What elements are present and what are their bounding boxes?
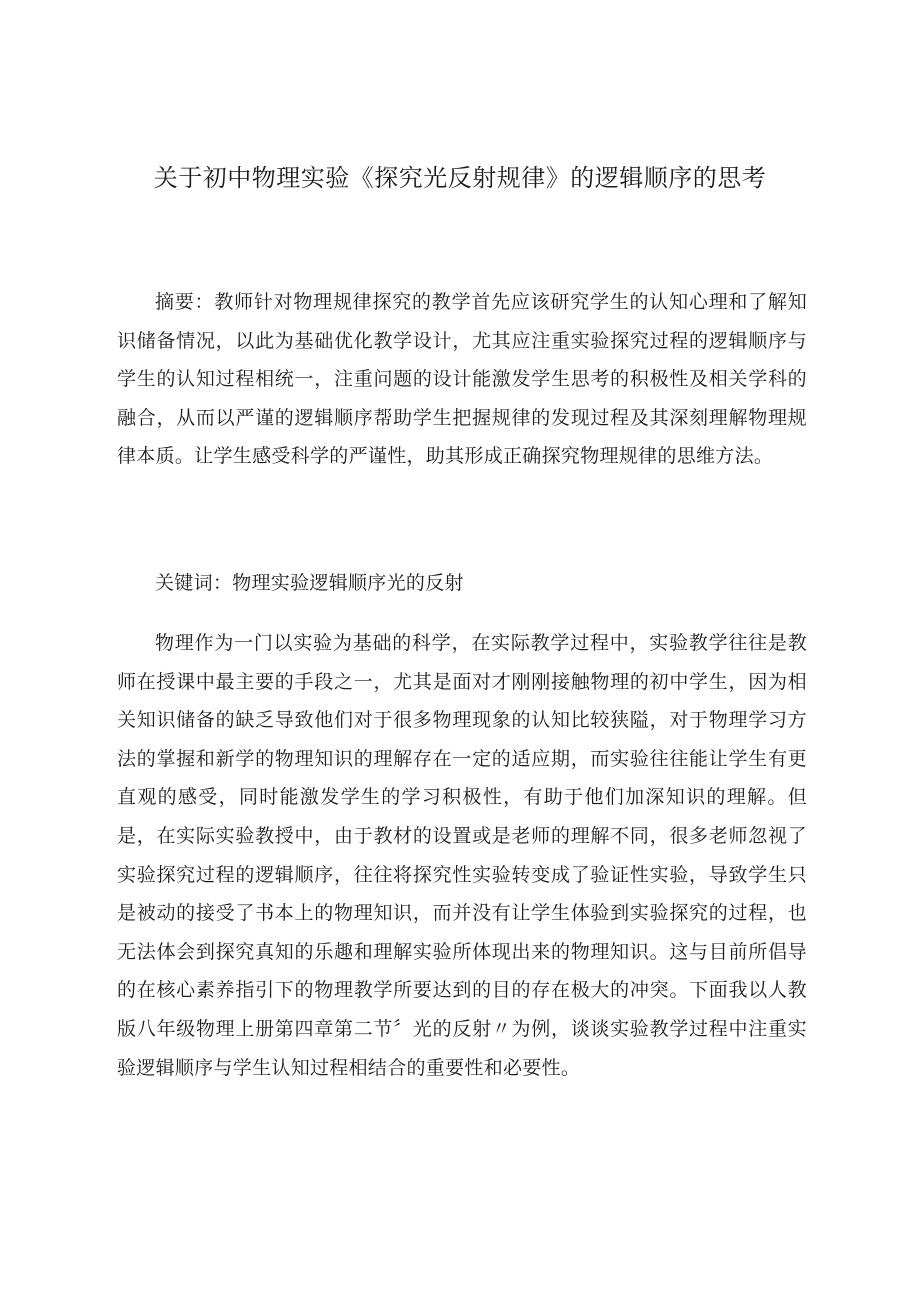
body-paragraph: 物理作为一门以实验为基础的科学，在实际教学过程中，实验教学往往是教师在授课中最主要的手段之一，尤其是面对才刚刚接触物理的初中学生，因为相关知识储备的缺乏导致他们对于很多物理现象的认知比较狭隘，对于物理学习方法的掌握和新学的物理知识的理解存在一定的适应期，而实验往往能让学生有更直观的感受，同时能激发学生的学习积极性，有助于他们加深知识的理解。但是，在实际实验教授中，由于教材的设置或是老师的理解不同，很多老师忽视了实验探究过程的逻辑顺序，往往将探究性实验转变成了验证性实验，导致学生只是被动的接受了书本上的物理知识，而并没有让学生体验到实验探究的过程，也无法体会到探究真知的乐趣和理解实验所体现出来的物理知识。这与目前所倡导的在核心素养指引下的物理教学所要达到的目的存在极大的冲突。下面我以人教版八年级物理上册第四章第二节〞光的反射〃为例，谈谈实验教学过程中注重实验逻辑顺序与学生认知过程相结合的重要性和必要性。	[117, 632, 807, 1079]
keywords-paragraph	[117, 564, 807, 603]
document-title: 关于初中物理实验《探究光反射规律》的逻辑顺序的思考	[153, 164, 767, 192]
abstract-label: 摘要：	[155, 291, 215, 313]
abstract-paragraph	[117, 283, 807, 476]
keywords-label: 关键词：	[155, 572, 233, 594]
abstract-text: 教师针对物理规律探究的教学首先应该研究学生的认知心理和了解知识储备情况，以此为基础优化教学设计，尤其应注重实验探究过程的逻辑顺序与学生的认知过程相统一，注重问题的设计能激发学生思考的积极性及相关学科的融合，从而以严谨的逻辑顺序帮助学生把握规律的发现过程及其深刻理解物理规律本质。让学生感受科学的严谨性，助其形成正确探究物理规律的思维方法。	[117, 291, 807, 468]
keywords-text: 物理实验逻辑顺序光的反射	[232, 572, 464, 594]
